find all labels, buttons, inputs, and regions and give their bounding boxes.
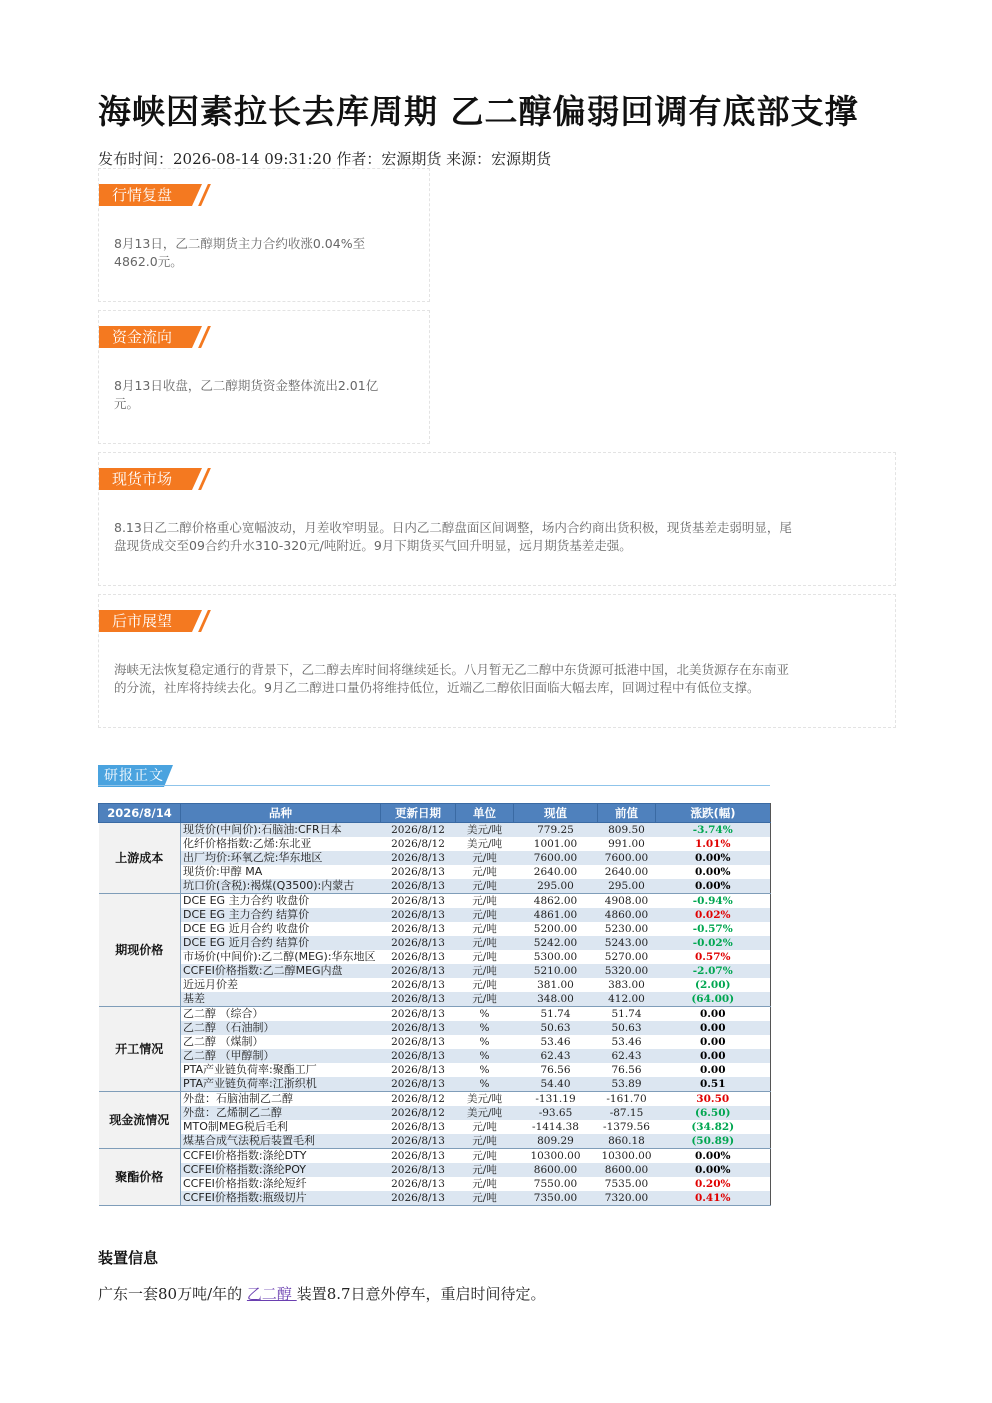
previous-value: 5270.00 <box>598 950 656 964</box>
update-date: 2026/8/13 <box>381 879 456 894</box>
item-name: CCFEI价格指数:乙二醇MEG内盘 <box>181 964 381 978</box>
item-name: 乙二醇 （甲醇制） <box>181 1049 381 1063</box>
current-value: 7350.00 <box>514 1191 598 1206</box>
unit: 元/吨 <box>456 964 514 978</box>
item-name: PTA产业链负荷率:聚酯工厂 <box>181 1063 381 1077</box>
item-name: 外盘：乙烯制乙二醇 <box>181 1106 381 1120</box>
update-date: 2026/8/12 <box>381 837 456 851</box>
header-change: 涨跌(幅) <box>656 804 771 823</box>
update-date: 2026/8/13 <box>381 1007 456 1022</box>
table-row <box>99 823 771 838</box>
table-row <box>99 1021 771 1035</box>
table-row <box>99 1191 771 1206</box>
group-label: 开工情况 <box>99 1007 181 1092</box>
unit: 元/吨 <box>456 1120 514 1134</box>
change-value: 1.01% <box>656 837 771 851</box>
table-row <box>99 865 771 879</box>
unit: 元/吨 <box>456 1134 514 1149</box>
previous-value: -1379.56 <box>598 1120 656 1134</box>
previous-value: 53.89 <box>598 1077 656 1092</box>
table-row <box>99 1049 771 1063</box>
previous-value: 10300.00 <box>598 1149 656 1164</box>
current-value: 381.00 <box>514 978 598 992</box>
item-name: 出厂均价:环氧乙烷:华东地区 <box>181 851 381 865</box>
unit: 元/吨 <box>456 1163 514 1177</box>
table-row <box>99 1177 771 1191</box>
fund-flow-tag: 资金流向 <box>99 326 192 348</box>
article-title: 海峡因素拉长去库周期 乙二醇偏弱回调有底部支撑 <box>98 92 859 131</box>
spot-market-box <box>98 452 896 586</box>
unit: 美元/吨 <box>456 1106 514 1120</box>
change-value: 0.00 <box>656 1035 771 1049</box>
previous-value: 50.63 <box>598 1021 656 1035</box>
previous-value: 412.00 <box>598 992 656 1007</box>
header-previous: 前值 <box>598 804 656 823</box>
outlook-box <box>98 594 896 728</box>
outlook-line: 海峡无法恢复稳定通行的背景下，乙二醇去库时间将继续延长。八月暂无乙二醇中东货源可抵港中国，北美货源存在东南亚 <box>114 662 790 677</box>
item-name: 基差 <box>181 992 381 1007</box>
unit: 美元/吨 <box>456 837 514 851</box>
current-value: 10300.00 <box>514 1149 598 1164</box>
spot-market-tag: 现货市场 <box>99 468 192 490</box>
unit: % <box>456 1049 514 1063</box>
change-value: -0.94% <box>656 894 771 909</box>
unit: 元/吨 <box>456 851 514 865</box>
fund-flow-line: 8月13日收盘，乙二醇期货资金整体流出2.01亿 <box>114 378 379 393</box>
current-value: 5242.00 <box>514 936 598 950</box>
change-value: 30.50 <box>656 1092 771 1107</box>
change-value: (2.00) <box>656 978 771 992</box>
update-date: 2026/8/13 <box>381 865 456 879</box>
group-label: 上游成本 <box>99 823 181 894</box>
current-value: -93.65 <box>514 1106 598 1120</box>
current-value: -1414.38 <box>514 1120 598 1134</box>
device-info-text: 装置8.7日意外停车，重启时间待定。 <box>296 1285 546 1303</box>
item-name: 坑口价(含税):褐煤(Q3500):内蒙古 <box>181 879 381 894</box>
unit: 美元/吨 <box>456 823 514 838</box>
previous-value: 4860.00 <box>598 908 656 922</box>
table-row <box>99 1106 771 1120</box>
previous-value: 991.00 <box>598 837 656 851</box>
table-body <box>99 823 771 1206</box>
header-update-date: 更新日期 <box>381 804 456 823</box>
table-row <box>99 1035 771 1049</box>
current-value: 809.29 <box>514 1134 598 1149</box>
change-value: -0.02% <box>656 936 771 950</box>
change-value: 0.20% <box>656 1177 771 1191</box>
previous-value: 860.18 <box>598 1134 656 1149</box>
header-date: 2026/8/14 <box>99 804 181 823</box>
table-row <box>99 851 771 865</box>
update-date: 2026/8/13 <box>381 1035 456 1049</box>
table-row <box>99 1007 771 1022</box>
previous-value: 8600.00 <box>598 1163 656 1177</box>
current-value: 5210.00 <box>514 964 598 978</box>
unit: 元/吨 <box>456 936 514 950</box>
current-value: 53.46 <box>514 1035 598 1049</box>
update-date: 2026/8/13 <box>381 1063 456 1077</box>
table-header-row <box>99 804 771 823</box>
change-value: (50.89) <box>656 1134 771 1149</box>
market-review-text <box>114 235 365 271</box>
fund-flow-line: 元。 <box>114 396 140 411</box>
change-value: 0.00% <box>656 1149 771 1164</box>
item-name: 乙二醇 （石油制） <box>181 1021 381 1035</box>
unit: 元/吨 <box>456 879 514 894</box>
update-date: 2026/8/13 <box>381 1021 456 1035</box>
device-info-paragraph <box>98 1283 546 1304</box>
device-info-heading: 装置信息 <box>98 1249 159 1267</box>
table-row <box>99 950 771 964</box>
item-name: 现货价(中间价):石脑油:CFR日本 <box>181 823 381 838</box>
change-value: 0.00% <box>656 1163 771 1177</box>
unit: % <box>456 1021 514 1035</box>
change-value: 0.51 <box>656 1077 771 1092</box>
update-date: 2026/8/13 <box>381 1177 456 1191</box>
market-review-line: 4862.0元。 <box>114 254 183 269</box>
unit: 元/吨 <box>456 908 514 922</box>
table-row <box>99 1092 771 1107</box>
table-row <box>99 1120 771 1134</box>
current-value: 76.56 <box>514 1063 598 1077</box>
previous-value: -161.70 <box>598 1092 656 1107</box>
previous-value: 7320.00 <box>598 1191 656 1206</box>
update-date: 2026/8/13 <box>381 908 456 922</box>
unit: 元/吨 <box>456 992 514 1007</box>
table-row <box>99 879 771 894</box>
current-value: 50.63 <box>514 1021 598 1035</box>
current-value: 51.74 <box>514 1007 598 1022</box>
current-value: 54.40 <box>514 1077 598 1092</box>
spot-market-line: 盘现货成交至09合约升水310-320元/吨附近。9月下期货买气回升明显，远月期货基差走强。 <box>114 538 632 553</box>
unit: 元/吨 <box>456 1149 514 1164</box>
update-date: 2026/8/13 <box>381 1149 456 1164</box>
change-value: -3.74% <box>656 823 771 838</box>
item-name: CCFEI价格指数:涤纶POY <box>181 1163 381 1177</box>
previous-value: 51.74 <box>598 1007 656 1022</box>
unit: 元/吨 <box>456 1191 514 1206</box>
change-value: 0.57% <box>656 950 771 964</box>
header-item: 品种 <box>181 804 381 823</box>
current-value: 4862.00 <box>514 894 598 909</box>
table-row <box>99 1149 771 1164</box>
previous-value: 62.43 <box>598 1049 656 1063</box>
item-name: 近远月价差 <box>181 978 381 992</box>
group-label: 期现价格 <box>99 894 181 1007</box>
change-value: 0.02% <box>656 908 771 922</box>
item-name: 外盘：石脑油制乙二醇 <box>181 1092 381 1107</box>
market-review-line: 8月13日，乙二醇期货主力合约收涨0.04%至 <box>114 236 366 251</box>
header-current: 现值 <box>514 804 598 823</box>
unit: 元/吨 <box>456 894 514 909</box>
table-row <box>99 908 771 922</box>
device-info-text: 广东一套80万吨/年的 <box>98 1285 247 1303</box>
previous-value: 2640.00 <box>598 865 656 879</box>
previous-value: 809.50 <box>598 823 656 838</box>
table-row <box>99 1063 771 1077</box>
update-date: 2026/8/13 <box>381 936 456 950</box>
current-value: 62.43 <box>514 1049 598 1063</box>
unit: 元/吨 <box>456 1177 514 1191</box>
update-date: 2026/8/13 <box>381 1163 456 1177</box>
update-date: 2026/8/13 <box>381 1134 456 1149</box>
table-row <box>99 922 771 936</box>
item-name: PTA产业链负荷率:江浙织机 <box>181 1077 381 1092</box>
update-date: 2026/8/13 <box>381 964 456 978</box>
change-value: 0.00 <box>656 1007 771 1022</box>
unit: % <box>456 1063 514 1077</box>
report-tag: 研报正文 <box>98 765 164 787</box>
previous-value: 7535.00 <box>598 1177 656 1191</box>
previous-value: 5243.00 <box>598 936 656 950</box>
item-name: 化纤价格指数:乙烯:东北亚 <box>181 837 381 851</box>
current-value: 7550.00 <box>514 1177 598 1191</box>
report-divider <box>98 785 770 786</box>
unit: % <box>456 1007 514 1022</box>
fund-flow-box <box>98 310 430 444</box>
update-date: 2026/8/13 <box>381 1191 456 1206</box>
item-name: 市场价(中间价):乙二醇(MEG):华东地区 <box>181 950 381 964</box>
current-value: 5300.00 <box>514 950 598 964</box>
current-value: 8600.00 <box>514 1163 598 1177</box>
unit: 元/吨 <box>456 865 514 879</box>
market-review-box <box>98 168 430 302</box>
update-date: 2026/8/13 <box>381 851 456 865</box>
outlook-tag: 后市展望 <box>99 610 192 632</box>
item-name: MTO制MEG税后毛利 <box>181 1120 381 1134</box>
spot-market-line: 8.13日乙二醇价格重心宽幅波动，月差收窄明显。日内乙二醇盘面区间调整，场内合约商出货积极，现货基差走弱明显，尾 <box>114 520 792 535</box>
update-date: 2026/8/12 <box>381 823 456 838</box>
item-name: DCE EG 近月合约 收盘价 <box>181 922 381 936</box>
update-date: 2026/8/13 <box>381 950 456 964</box>
outlook-text <box>114 661 789 697</box>
change-value: 0.00% <box>656 879 771 894</box>
item-name: DCE EG 近月合约 结算价 <box>181 936 381 950</box>
unit: 美元/吨 <box>456 1092 514 1107</box>
unit: 元/吨 <box>456 950 514 964</box>
table-row <box>99 837 771 851</box>
change-value: -0.57% <box>656 922 771 936</box>
previous-value: 7600.00 <box>598 851 656 865</box>
update-date: 2026/8/13 <box>381 1120 456 1134</box>
change-value: 0.00 <box>656 1021 771 1035</box>
current-value: 2640.00 <box>514 865 598 879</box>
update-date: 2026/8/13 <box>381 1077 456 1092</box>
current-value: 348.00 <box>514 992 598 1007</box>
item-name: CCFEI价格指数:瓶级切片 <box>181 1191 381 1206</box>
current-value: 295.00 <box>514 879 598 894</box>
item-name: 煤基合成气法税后装置毛利 <box>181 1134 381 1149</box>
previous-value: 295.00 <box>598 879 656 894</box>
table-row <box>99 978 771 992</box>
group-label: 聚酯价格 <box>99 1149 181 1206</box>
header-unit: 单位 <box>456 804 514 823</box>
item-name: 乙二醇 （综合） <box>181 1007 381 1022</box>
change-value: 0.00 <box>656 1063 771 1077</box>
current-value: 4861.00 <box>514 908 598 922</box>
table-row <box>99 992 771 1007</box>
previous-value: -87.15 <box>598 1106 656 1120</box>
update-date: 2026/8/13 <box>381 894 456 909</box>
outlook-line: 的分流，社库将持续去化。9月乙二醇进口量仍将维持低位，近端乙二醇依旧面临大幅去库，回调过程中有低位支撑。 <box>114 680 760 695</box>
unit: % <box>456 1077 514 1092</box>
current-value: 7600.00 <box>514 851 598 865</box>
fund-flow-text <box>114 377 378 413</box>
item-name: DCE EG 主力合约 收盘价 <box>181 894 381 909</box>
change-value: (64.00) <box>656 992 771 1007</box>
item-name: 乙二醇 （煤制） <box>181 1035 381 1049</box>
change-value: -2.07% <box>656 964 771 978</box>
previous-value: 5230.00 <box>598 922 656 936</box>
previous-value: 53.46 <box>598 1035 656 1049</box>
unit: 元/吨 <box>456 978 514 992</box>
table-row <box>99 1077 771 1092</box>
item-name: CCFEI价格指数:涤纶短纤 <box>181 1177 381 1191</box>
previous-value: 5320.00 <box>598 964 656 978</box>
change-value: 0.00 <box>656 1049 771 1063</box>
current-value: 1001.00 <box>514 837 598 851</box>
data-table <box>98 803 771 1206</box>
unit: 元/吨 <box>456 922 514 936</box>
unit: % <box>456 1035 514 1049</box>
item-name: DCE EG 主力合约 结算价 <box>181 908 381 922</box>
change-value: 0.41% <box>656 1191 771 1206</box>
table-row <box>99 894 771 909</box>
table-row <box>99 1134 771 1149</box>
article-meta: 发布时间：2026-08-14 09:31:20 作者：宏源期货 来源：宏源期货 <box>98 150 552 168</box>
update-date: 2026/8/12 <box>381 1106 456 1120</box>
table-row <box>99 936 771 950</box>
previous-value: 76.56 <box>598 1063 656 1077</box>
update-date: 2026/8/13 <box>381 978 456 992</box>
update-date: 2026/8/13 <box>381 922 456 936</box>
market-review-tag: 行情复盘 <box>99 184 192 206</box>
update-date: 2026/8/12 <box>381 1092 456 1107</box>
previous-value: 383.00 <box>598 978 656 992</box>
current-value: 779.25 <box>514 823 598 838</box>
group-label: 现金流情况 <box>99 1092 181 1149</box>
update-date: 2026/8/13 <box>381 992 456 1007</box>
previous-value: 4908.00 <box>598 894 656 909</box>
current-value: -131.19 <box>514 1092 598 1107</box>
table-row <box>99 1163 771 1177</box>
change-value: (34.82) <box>656 1120 771 1134</box>
ethylene-glycol-link[interactable]: 乙二醇 <box>246 1285 297 1303</box>
update-date: 2026/8/13 <box>381 1049 456 1063</box>
spot-market-text <box>114 519 792 555</box>
change-value: 0.00% <box>656 851 771 865</box>
table-row <box>99 964 771 978</box>
change-value: 0.00% <box>656 865 771 879</box>
item-name: 现货价:甲醇 MA <box>181 865 381 879</box>
item-name: CCFEI价格指数:涤纶DTY <box>181 1149 381 1164</box>
change-value: (6.50) <box>656 1106 771 1120</box>
current-value: 5200.00 <box>514 922 598 936</box>
